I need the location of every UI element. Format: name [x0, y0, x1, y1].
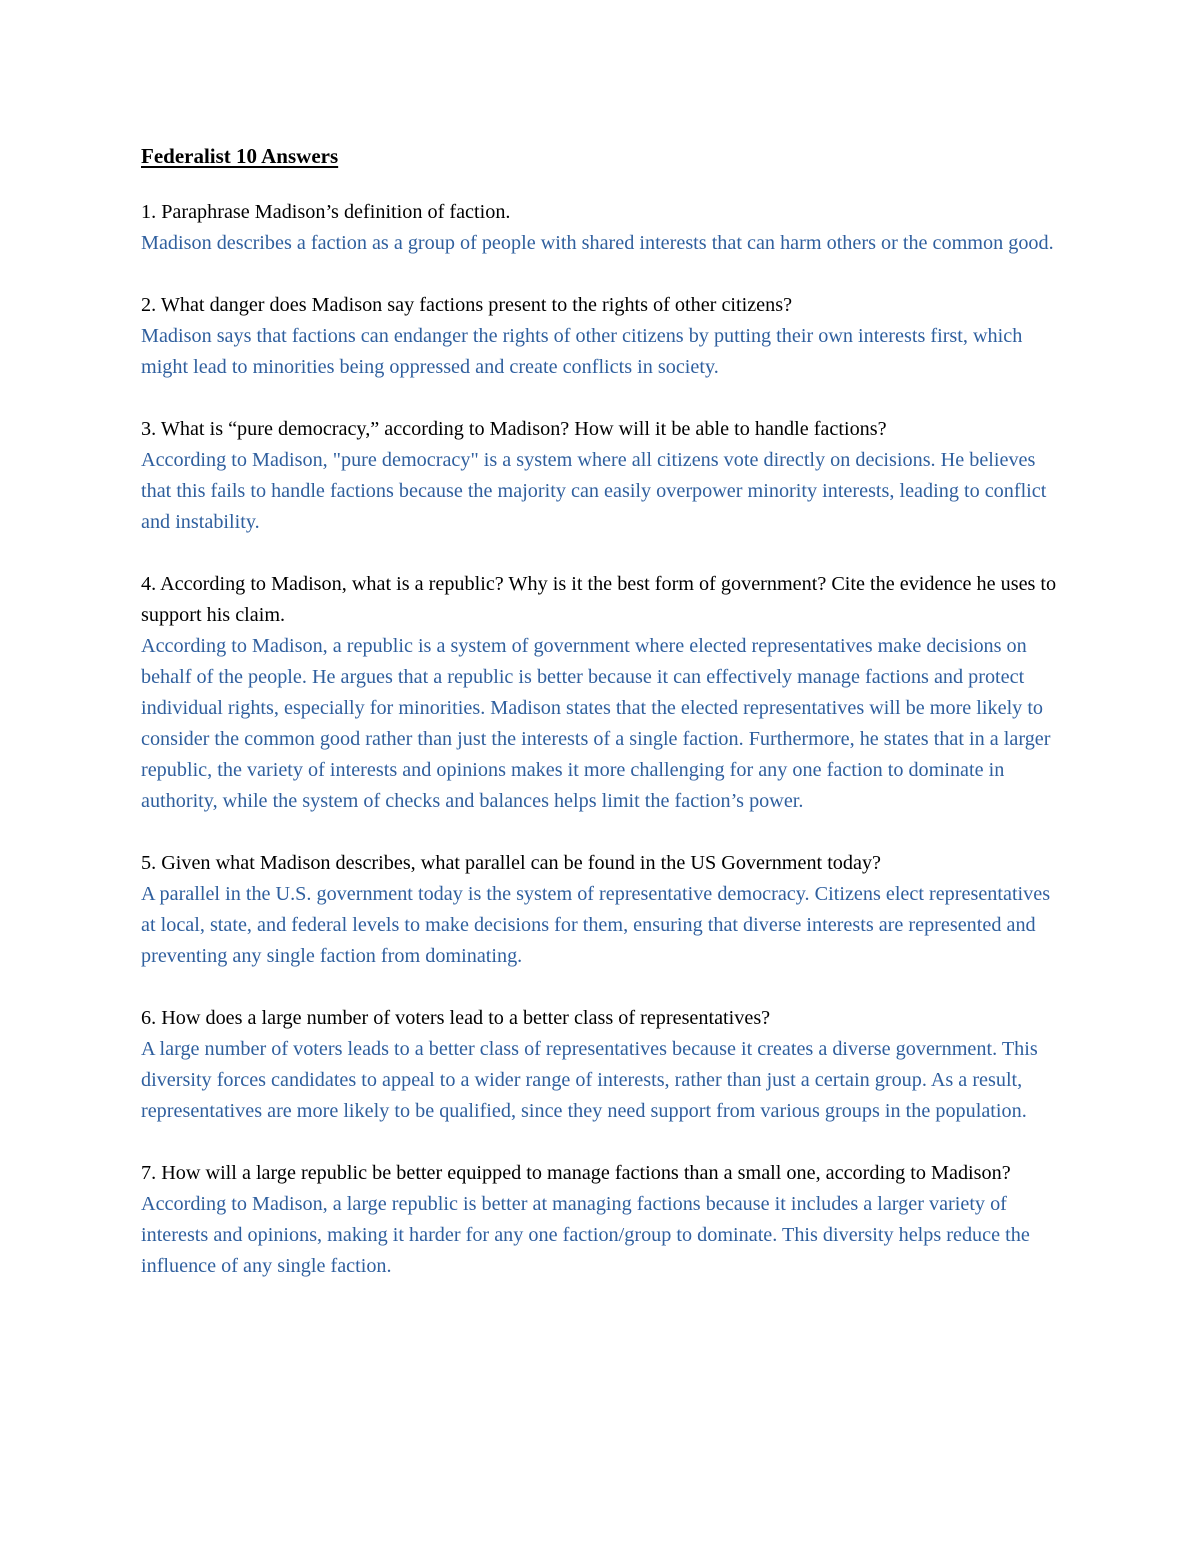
question-1: 1. Paraphrase Madison’s definition of faction. [141, 201, 511, 223]
answer-6: A large number of voters leads to a better class of representatives because it creates a diverse government. This diversity forces candidates to appeal to a wider range of interests, rather than just a certain group. As a result, representatives are more likely to be qualified, since they need support from various groups in the population. [141, 1038, 1038, 1122]
answer-1: Madison describes a faction as a group of people with shared interests that can harm others or the common good. [141, 232, 1054, 254]
answer-2: Madison says that factions can endanger the rights of other citizens by putting their own interests first, which might lead to minorities being oppressed and create conflicts in society. [141, 325, 1023, 378]
document-title: Federalist 10 Answers [141, 144, 339, 168]
question-2: 2. What danger does Madison say factions present to the rights of other citizens? [141, 294, 793, 316]
question-5: 5. Given what Madison describes, what parallel can be found in the US Government today? [141, 852, 882, 874]
question-7: 7. How will a large republic be better equipped to manage factions than a small one, according to Madison? [141, 1162, 1011, 1184]
document-page [141, 141, 1066, 1313]
qa-item-3 [141, 414, 1066, 538]
qa-item-6 [141, 1003, 1066, 1127]
question-6: 6. How does a large number of voters lead to a better class of representatives? [141, 1007, 771, 1029]
qa-item-7 [141, 1158, 1066, 1282]
question-4: 4. According to Madison, what is a republic? Why is it the best form of government? Cite the evidence he uses to support his claim. [141, 573, 1057, 626]
qa-item-5 [141, 848, 1066, 972]
question-3: 3. What is “pure democracy,” according to Madison? How will it be able to handle factions? [141, 418, 887, 440]
answer-7: According to Madison, a large republic is better at managing factions because it includes a larger variety of interests and opinions, making it harder for any one faction/group to dominate. This diversity helps reduce the influence of any single faction. [141, 1193, 1030, 1277]
qa-item-2 [141, 290, 1066, 383]
answer-3: According to Madison, "pure democracy" is a system where all citizens vote directly on decisions. He believes that this fails to handle factions because the majority can easily overpower minority interests, leading to conflict and instability. [141, 449, 1047, 533]
qa-item-4 [141, 569, 1066, 817]
answer-5: A parallel in the U.S. government today is the system of representative democracy. Citizens elect representatives at local, state, and federal levels to make decisions for them, ensuring that diverse interests are represented and preventing any single faction from dominating. [141, 883, 1051, 967]
answer-4: According to Madison, a republic is a system of government where elected representatives make decisions on behalf of the people. He argues that a republic is better because it can effectively manage factions and protect individual rights, especially for minorities. Madison states that the elected representatives will be more likely to consider the common good rather than just the interests of a single faction. Furthermore, he states that in a larger republic, the variety of interests and opinions makes it more challenging for any one faction to dominate in authority, while the system of checks and balances helps limit the faction’s power. [141, 635, 1051, 812]
qa-item-1 [141, 197, 1066, 259]
